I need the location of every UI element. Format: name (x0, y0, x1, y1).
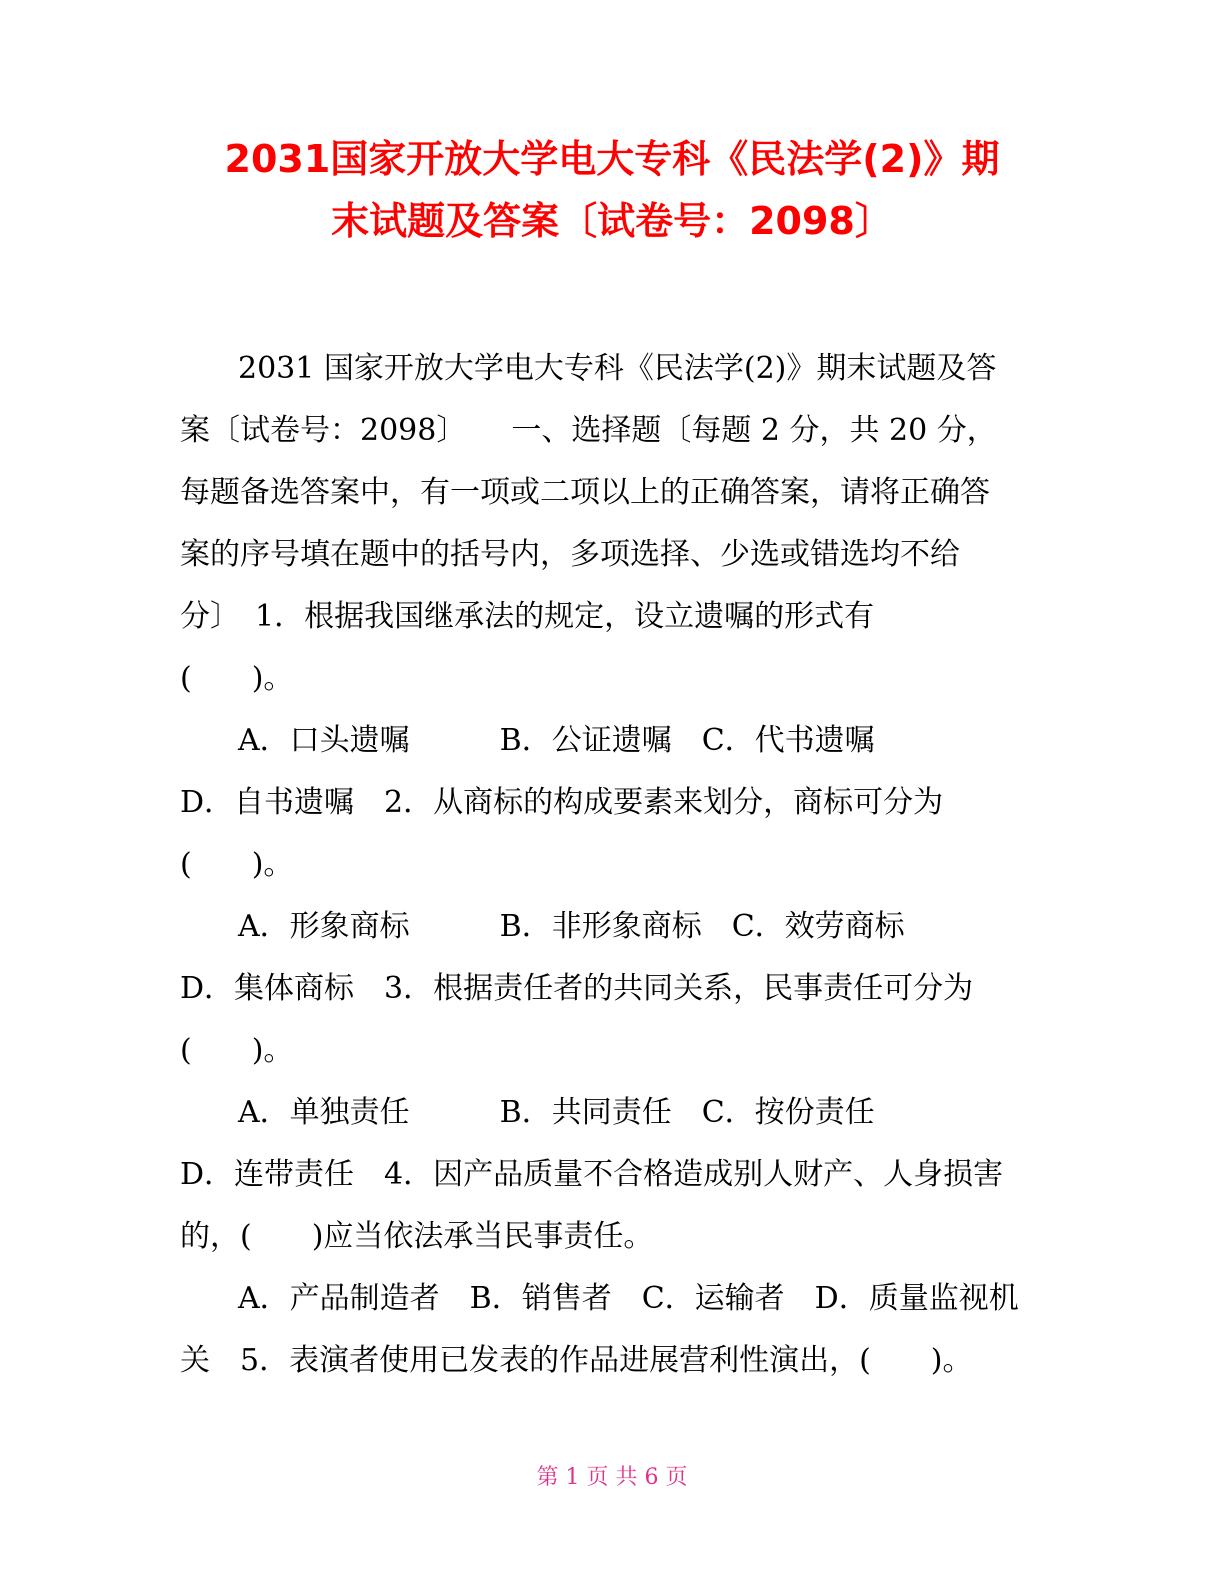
body-line: 每题备选答案中，有一项或二项以上的正确答案，请将正确答 (180, 475, 990, 510)
page-footer: 第 1 页 共 6 页 (536, 1465, 688, 1490)
title-line-2: 末试题及答案〔试卷号：2098〕 (331, 199, 893, 243)
body-line: A．产品制造者 B．销售者 C．运输者 D．质量监视机 (238, 1281, 1019, 1316)
body-line: A．口头遗嘱 B．公证遗嘱 C．代书遗嘱 (238, 723, 875, 758)
body-line: ( )。 (180, 1033, 294, 1068)
body-line: A．形象商标 B．非形象商标 C．效劳商标 (238, 909, 905, 944)
body-line: 分〕 1．根据我国继承法的规定，设立遗嘱的形式有 (180, 599, 875, 634)
document-title (150, 128, 1074, 252)
body-line: D．连带责任 4．因产品质量不合格造成别人财产、人身损害 (180, 1157, 1004, 1192)
body-line: 2031 国家开放大学电大专科《民法学(2)》期末试题及答 (238, 351, 997, 386)
title-line-1: 2031国家开放大学电大专科《民法学(2)》期 (224, 137, 1000, 181)
body-line: 的，( )应当依法承当民事责任。 (180, 1219, 654, 1254)
body-line: D．集体商标 3．根据责任者的共同关系，民事责任可分为 (180, 971, 974, 1006)
body-line: ( )。 (180, 661, 294, 696)
body-line: D．自书遗嘱 2．从商标的构成要素来划分，商标可分为 (180, 785, 944, 820)
body-line: 关 5．表演者使用已发表的作品进展营利性演出，( )。 (180, 1343, 973, 1378)
body-line: ( )。 (180, 847, 294, 882)
body-line: 案的序号填在题中的括号内，多项选择、少选或错选均不给 (180, 537, 960, 572)
body-line: A．单独责任 B．共同责任 C．按份责任 (238, 1095, 875, 1130)
body-line: 案〔试卷号：2098〕 一、选择题〔每题 2 分，共 20 分， (180, 413, 997, 448)
document-body (180, 338, 1040, 1392)
